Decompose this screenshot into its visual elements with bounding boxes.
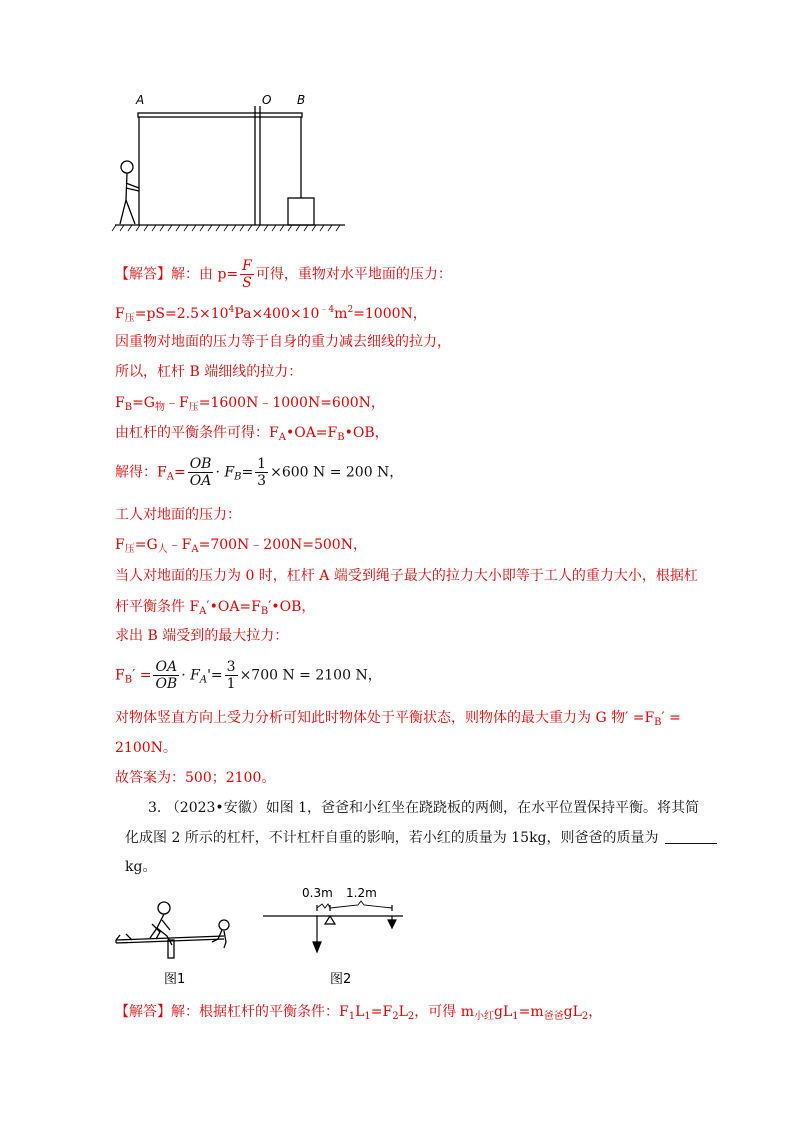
answer1-line6: 由杠杆的平衡条件可得：$F_A•OA=F_B•OB$， [115,425,389,443]
label-a: A [136,93,145,107]
answer1-line2: $F_压=pS=2.5\times 10^4Pa\times 400\times 10^{﹣4}m^2=1000N$， [115,305,427,324]
fraction-oa-over-ob: $\frac{OA}{OB}$ [155,659,178,692]
answer1-line15: 2100N。 [115,740,177,756]
answer1-line3: 因重物对地面的压力等于自身的重力减去细线的拉力， [115,334,451,350]
answer3-line1: 【解答】解：根据杠杆的平衡条件：$F_1L_1=F_2L_2$，可得 $m_{小红}gL_1=m_{爸爸}gL_2$， [115,1004,603,1022]
fraction-three-over-one: $\frac{3}{1}$ [226,659,236,692]
answer1-line13: $F_B'$ = $\frac{OA}{OB}$ · $F_A'=$ $\frac{3}{1}$ ×700 N = 2100 N， [115,659,382,692]
fig2-caption: 图2 [330,972,352,987]
dim-1-2m: 1.2m [346,886,377,900]
answer1-line5: $F_B=G_物﹣F_压=1600N﹣1000N=600N$， [115,395,385,413]
answer1-tag: 【解答】 [115,266,171,283]
question3-line2: 化成图 2 所示的杠杆，不计杠杆自重的影响，若小红的质量为 15kg，则爸爸的质量为 [125,828,717,848]
answer1-line7: 解得：$F_A=$ $\frac{OB}{OA}$ · $F_B=$ $\frac{1}{3}$ ×600 N = 200 N， [115,456,404,489]
question3-line1: 3. （2023•安徽）如图 1，爸爸和小红坐在跷跷板的两侧，在水平位置保持平衡。将其简 [148,800,700,816]
answer1-final-answer: 故答案为：500；2100。 [115,770,276,786]
fraction-f-over-s: $\frac{F}{S}$ [242,258,252,291]
lever-worker-figure [110,88,350,233]
answer1-line12: 求出 B 端受到的最大拉力： [115,628,289,644]
answer1-line4: 所以，杠杆 B 端细线的拉力： [115,364,303,380]
dim-0-3m: 0.3m [302,886,333,900]
answer1-line14: 对物体竖直方向上受力分析可知此时物体处于平衡状态，则物体的最大重力为 G 物′ $=F_B'$ = [115,710,681,728]
answer1-line1: 【解答】解：由 p= $\frac{F}{S}$ 可得，重物对水平地面的压力： [115,258,452,291]
label-b: B [297,93,306,107]
answer1-line8: 工人对地面的压力： [115,507,241,523]
answer1-line11: 杆平衡条件 $F_A'•OA=F_B'•OB$， [115,599,316,617]
answer-blank [665,829,717,844]
answer3-tag: 【解答】 [115,1004,171,1020]
seesaw-figure [112,898,242,993]
lever-diagram-figure [258,880,408,995]
fig1-caption: 图1 [164,972,186,987]
fraction-ob-over-oa: $\frac{OB}{OA}$ [189,456,212,489]
question3-line3: kg。 [125,859,157,875]
answer1-line10: 当人对地面的压力为 0 时，杠杆 A 端受到绳子最大的拉力大小即等于工人的重力大小，根据杠 [115,568,698,584]
label-o: O [262,93,272,107]
answer1-line9: $F_压=G_人﹣F_A=700N﹣200N=500N$， [115,537,367,555]
fraction-one-third: $\frac{1}{3}$ [257,456,267,489]
